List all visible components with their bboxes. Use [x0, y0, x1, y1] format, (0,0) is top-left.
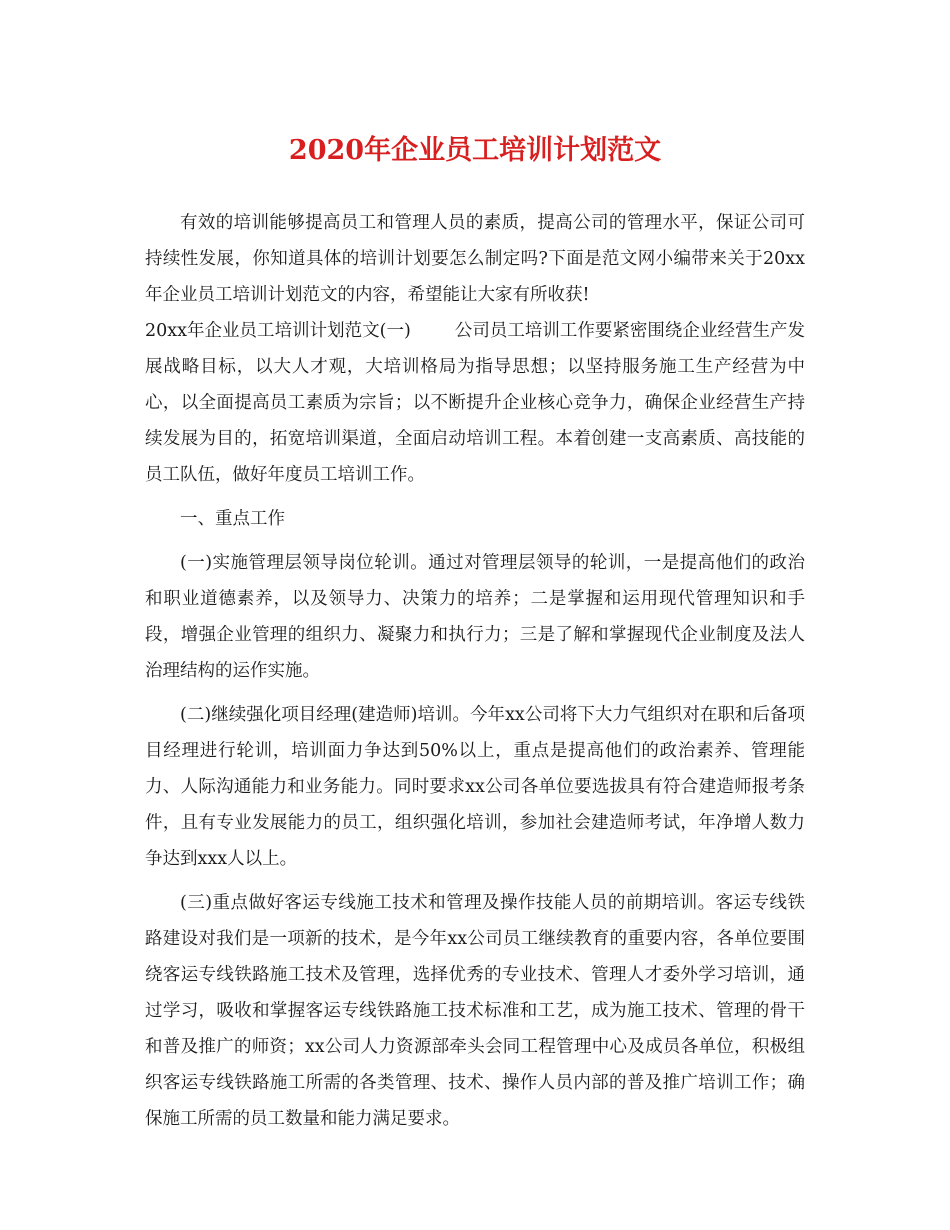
item-2-paragraph: (二)继续强化项目经理(建造师)培训。今年xx公司将下大力气组织对在职和后备项目经理进行轮训，培训面力争达到50%以上，重点是提高他们的政治素养、管理能力、人际沟通能力和业务能力。同时要求xx公司各单位要选拔具有符合建造师报考条件，且有专业发展能力的员工，组织强化培训，参加社会建造师考试，年净增人数力争达到xxx人以上。 — [145, 705, 805, 869]
section-heading: 20xx年企业员工培训计划范文(一) — [145, 321, 411, 341]
intro-paragraph: 有效的培训能够提高员工和管理人员的素质，提高公司的管理水平，保证公司可持续性发展，你知道具体的培训计划要怎么制定吗?下面是范文网小编带来关于20xx年企业员工培训计划范文的内容，希望能让大家有所收获! — [145, 213, 805, 305]
item-3-paragraph: (三)重点做好客运专线施工技术和管理及操作技能人员的前期培训。客运专线铁路建设对我们是一项新的技术，是今年xx公司员工继续教育的重要内容，各单位要围绕客运专线铁路施工技术及管理，选择优秀的专业技术、管理人才委外学习培训，通过学习，吸收和掌握客运专线铁路施工技术标准和工艺，成为施工技术、管理的骨干和普及推广的师资；xx公司人力资源部牵头会同工程管理中心及成员各单位，积极组织客运专线铁路施工所需的各类管理、技术、操作人员内部的普及推广培训工作；确保施工所需的员工数量和能力满足要求。 — [145, 893, 805, 1129]
document-title: 2020年企业员工培训计划范文 — [288, 135, 662, 166]
part-heading: 一、重点工作 — [180, 509, 285, 529]
document-body — [145, 205, 805, 1137]
section-text: 公司员工培训工作要紧密围绕企业经营生产发展战略目标，以大人才观，大培训格局为指导思想；以坚持服务施工生产经营为中心，以全面提高员工素质为宗旨；以不断提升企业核心竞争力，确保企业经营生产持续发展为目的，拓宽培训渠道，全面启动培训工程。本着创建一支高素质、高技能的员工队伍，做好年度员工培训工作。 — [145, 321, 805, 485]
section-paragraph — [145, 313, 805, 493]
item-1-paragraph: (一)实施管理层领导岗位轮训。通过对管理层领导的轮训，一是提高他们的政治和职业道德素养，以及领导力、决策力的培养；二是掌握和运用现代管理知识和手段，增强企业管理的组织力、凝聚力和执行力；三是了解和掌握现代企业制度及法人治理结构的运作实施。 — [145, 553, 805, 681]
